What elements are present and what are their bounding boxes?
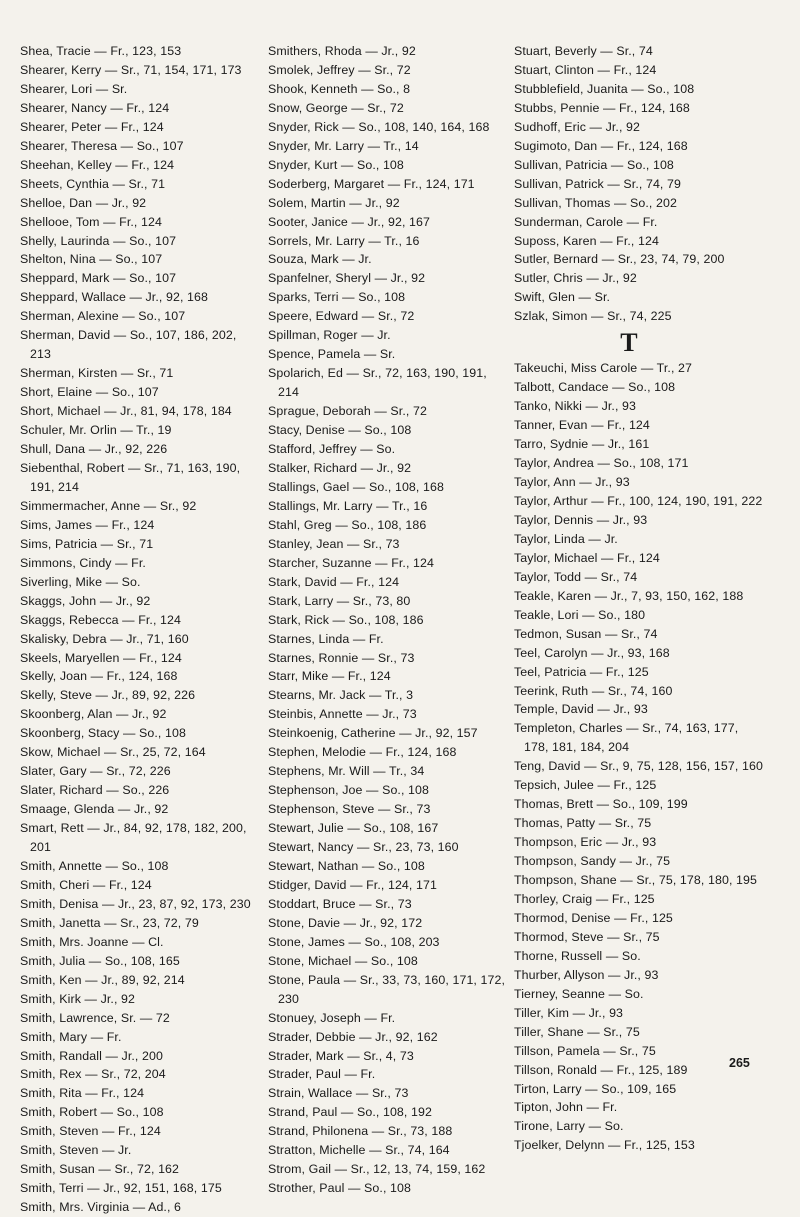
index-entry: Soderberg, Margaret — Fr., 124, 171 (268, 176, 475, 191)
index-entry: Starr, Mike — Fr., 124 (268, 669, 391, 684)
index-entry: Stone, James — So., 108, 203 (268, 934, 440, 949)
index-entry: Shook, Kenneth — So., 8 (268, 81, 411, 96)
index-entry: Strand, Paul — So., 108, 192 (268, 1105, 432, 1120)
index-entry: Tedmon, Susan — Sr., 74 (514, 626, 658, 641)
index-entry: Shull, Dana — Jr., 92, 226 (20, 442, 168, 457)
index-entry: Tirton, Larry — So., 109, 165 (514, 1081, 677, 1096)
index-entry: Teerink, Ruth — Sr., 74, 160 (514, 683, 673, 698)
index-entry: Siebenthal, Robert — Sr., 71, 163, 190, 191, 214 (20, 460, 241, 494)
index-entry: Stanley, Jean — Sr., 73 (268, 536, 400, 551)
index-entry: Skow, Michael — Sr., 25, 72, 164 (20, 745, 206, 760)
index-entry: Smaage, Glenda — Jr., 92 (20, 802, 169, 817)
index-entry: Skaggs, Rebecca — Fr., 124 (20, 612, 182, 627)
index-entry: Smithers, Rhoda — Jr., 92 (268, 44, 416, 58)
index-entry: Stratton, Michelle — Sr., 74, 164 (268, 1143, 450, 1158)
index-entry: Sutler, Chris — Jr., 92 (514, 271, 637, 286)
index-entry: Stonuey, Joseph — Fr. (268, 1010, 396, 1025)
index-entry: Smith, Rex — Sr., 72, 204 (20, 1067, 166, 1082)
index-entry: Suposs, Karen — Fr., 124 (514, 233, 659, 248)
index-entry: Tierney, Seanne — So. (514, 986, 644, 1001)
index-entry: Shearer, Lori — Sr. (20, 81, 128, 96)
index-entry: Snow, George — Sr., 72 (268, 100, 404, 115)
index-entry: Souza, Mark — Jr. (268, 252, 372, 267)
index-entry: Shearer, Nancy — Fr., 124 (20, 100, 170, 115)
index-entry: Stidger, David — Fr., 124, 171 (268, 877, 437, 892)
index-entry: Taylor, Michael — Fr., 124 (514, 550, 660, 565)
index-entry: Teng, David — Sr., 9, 75, 128, 156, 157, 160 (514, 759, 763, 774)
index-entry: Sheppard, Mark — So., 107 (20, 271, 177, 286)
index-column-1 (20, 42, 260, 1217)
index-entry: Sunderman, Carole — Fr. (514, 214, 658, 229)
index-entry: Sheppard, Wallace — Jr., 92, 168 (20, 290, 209, 305)
index-column-2 (268, 42, 506, 1198)
index-entry: Thurber, Allyson — Jr., 93 (514, 967, 659, 982)
index-entry: Sullivan, Patrick — Sr., 74, 79 (514, 176, 682, 191)
index-entry: Tillson, Pamela — Sr., 75 (514, 1043, 656, 1058)
index-entry: Sparks, Terri — So., 108 (268, 290, 406, 305)
index-entry: Spanfelner, Sheryl — Jr., 92 (268, 271, 426, 286)
index-entry: Thormod, Steve — Sr., 75 (514, 929, 660, 944)
index-entry: Smith, Robert — So., 108 (20, 1105, 164, 1120)
index-entry: Sullivan, Thomas — So., 202 (514, 195, 677, 210)
index-entry: Tepsich, Julee — Fr., 125 (514, 778, 657, 793)
index-entry: Solem, Martin — Jr., 92 (268, 195, 400, 210)
index-column-3-s-entries (514, 42, 764, 326)
index-column-3 (514, 42, 764, 1155)
index-entry: Smith, Mrs. Joanne — Cl. (20, 934, 164, 949)
index-entry: Stalker, Richard — Jr., 92 (268, 460, 412, 475)
index-entry: Smith, Kirk — Jr., 92 (20, 991, 136, 1006)
index-entry: Skeels, Maryellen — Fr., 124 (20, 650, 182, 665)
index-entry: Shelloe, Dan — Jr., 92 (20, 195, 147, 210)
index-entry: Tipton, John — Fr. (514, 1100, 618, 1115)
index-entry: Smith, Terri — Jr., 92, 151, 168, 175 (20, 1181, 222, 1196)
index-entry: Taylor, Linda — Jr. (514, 531, 618, 546)
index-entry: Sugimoto, Dan — Fr., 124, 168 (514, 138, 688, 153)
index-entry: Shelly, Laurinda — So., 107 (20, 233, 177, 248)
index-entry: Smith, Cheri — Fr., 124 (20, 877, 152, 892)
index-entry: Tanko, Nikki — Jr., 93 (514, 399, 637, 414)
index-entry: Smith, Annette — So., 108 (20, 858, 169, 873)
index-entry: Stewart, Nathan — So., 108 (268, 858, 425, 873)
index-entry: Sheets, Cynthia — Sr., 71 (20, 176, 166, 191)
index-entry: Sorrels, Mr. Larry — Tr., 16 (268, 233, 420, 248)
index-entry: Sooter, Janice — Jr., 92, 167 (268, 214, 431, 229)
index-entry: Smith, Susan — Sr., 72, 162 (20, 1162, 180, 1177)
index-entry: Skelly, Steve — Jr., 89, 92, 226 (20, 688, 196, 703)
index-entry: Stafford, Jeffrey — So. (268, 442, 396, 457)
index-entry: Shelton, Nina — So., 107 (20, 252, 163, 267)
index-entry: Skalisky, Debra — Jr., 71, 160 (20, 631, 189, 646)
index-entry: Tjoelker, Delynn — Fr., 125, 153 (514, 1138, 695, 1153)
index-entry: Spillman, Roger — Jr. (268, 328, 391, 343)
index-entry: Smith, Janetta — Sr., 23, 72, 79 (20, 915, 199, 930)
index-entry: Taylor, Dennis — Jr., 93 (514, 512, 648, 527)
index-entry: Slater, Richard — So., 226 (20, 783, 170, 798)
index-entry: Stephen, Melodie — Fr., 124, 168 (268, 745, 457, 760)
index-entry: Siverling, Mike — So. (20, 574, 141, 589)
index-entry: Thompson, Sandy — Jr., 75 (514, 854, 671, 869)
index-entry: Shearer, Theresa — So., 107 (20, 138, 184, 153)
index-entry: Starnes, Linda — Fr. (268, 631, 384, 646)
index-entry: Thormod, Denise — Fr., 125 (514, 910, 673, 925)
index-entry: Szlak, Simon — Sr., 74, 225 (514, 309, 672, 324)
index-entry: Strader, Paul — Fr. (268, 1067, 376, 1082)
index-entry: Strand, Philonena — Sr., 73, 188 (268, 1124, 453, 1139)
index-entry: Stephenson, Steve — Sr., 73 (268, 802, 431, 817)
index-entry: Tiller, Shane — Sr., 75 (514, 1024, 640, 1039)
index-entry: Smith, Ken — Jr., 89, 92, 214 (20, 972, 185, 987)
index-entry: Stone, Davie — Jr., 92, 172 (268, 915, 423, 930)
index-entry: Sudhoff, Eric — Jr., 92 (514, 119, 641, 134)
index-entry: Swift, Glen — Sr. (514, 290, 611, 305)
index-entry: Shearer, Kerry — Sr., 71, 154, 171, 173 (20, 62, 242, 77)
index-entry: Slater, Gary — Sr., 72, 226 (20, 764, 171, 779)
index-entry: Stuart, Clinton — Fr., 124 (514, 62, 657, 77)
index-entry: Snyder, Mr. Larry — Tr., 14 (268, 138, 419, 153)
index-entry: Smith, Julia — So., 108, 165 (20, 953, 180, 968)
index-entry: Skoonberg, Stacy — So., 108 (20, 726, 186, 741)
index-entry: Taylor, Ann — Jr., 93 (514, 475, 630, 490)
index-entry: Tanner, Evan — Fr., 124 (514, 418, 650, 433)
index-entry: Stark, David — Fr., 124 (268, 574, 400, 589)
index-entry: Stearns, Mr. Jack — Tr., 3 (268, 688, 414, 703)
index-entry: Takeuchi, Miss Carole — Tr., 27 (514, 361, 693, 376)
index-entry: Tarro, Sydnie — Jr., 161 (514, 437, 650, 452)
index-entry: Templeton, Charles — Sr., 74, 163, 177, 178, 181, 184, 204 (514, 721, 739, 755)
index-entry: Short, Elaine — So., 107 (20, 385, 159, 400)
index-entry: Stuart, Beverly — Sr., 74 (514, 44, 653, 58)
index-entry: Strom, Gail — Sr., 12, 13, 74, 159, 162 (268, 1162, 486, 1177)
page-number: 265 (729, 1056, 750, 1070)
index-entry: Smith, Mrs. Virginia — Ad., 6 (20, 1200, 182, 1215)
index-entry: Skaggs, John — Jr., 92 (20, 593, 151, 608)
index-entry: Snyder, Kurt — So., 108 (268, 157, 404, 172)
index-entry: Sherman, Alexine — So., 107 (20, 309, 186, 324)
index-entry: Smolek, Jeffrey — Sr., 72 (268, 62, 411, 77)
index-entry: Speere, Edward — Sr., 72 (268, 309, 415, 324)
index-entry: Shea, Tracie — Fr., 123, 153 (20, 44, 182, 58)
index-entry: Thompson, Eric — Jr., 93 (514, 835, 657, 850)
index-entry: Sprague, Deborah — Sr., 72 (268, 404, 427, 419)
index-entry: Smith, Steven — Jr. (20, 1143, 132, 1158)
index-entry: Smith, Denisa — Jr., 23, 87, 92, 173, 230 (20, 896, 251, 911)
index-entry: Sherman, Kirsten — Sr., 71 (20, 366, 174, 381)
index-entry: Stark, Rick — So., 108, 186 (268, 612, 424, 627)
index-entry: Smith, Mary — Fr. (20, 1029, 122, 1044)
index-entry: Stewart, Nancy — Sr., 23, 73, 160 (268, 840, 459, 855)
index-entry: Taylor, Andrea — So., 108, 171 (514, 456, 689, 471)
index-entry: Steinkoenig, Catherine — Jr., 92, 157 (268, 726, 478, 741)
index-entry: Sullivan, Patricia — So., 108 (514, 157, 674, 172)
index-entry: Skoonberg, Alan — Jr., 92 (20, 707, 167, 722)
index-entry: Thorne, Russell — So. (514, 948, 641, 963)
index-entry: Thorley, Craig — Fr., 125 (514, 891, 655, 906)
index-entry: Spence, Pamela — Sr. (268, 347, 396, 362)
index-entry: Stubblefield, Juanita — So., 108 (514, 81, 695, 96)
index-entry: Teakle, Karen — Jr., 7, 93, 150, 162, 188 (514, 588, 744, 603)
index-entry: Tillson, Ronald — Fr., 125, 189 (514, 1062, 688, 1077)
index-entry: Stone, Paula — Sr., 33, 73, 160, 171, 172, 230 (268, 972, 506, 1006)
section-letter-heading: T (620, 328, 638, 358)
index-entry: Stark, Larry — Sr., 73, 80 (268, 593, 411, 608)
index-entry: Simmons, Cindy — Fr. (20, 555, 146, 570)
index-entry: Smith, Lawrence, Sr. — 72 (20, 1010, 170, 1025)
index-entry: Short, Michael — Jr., 81, 94, 178, 184 (20, 404, 232, 419)
index-entry: Starnes, Ronnie — Sr., 73 (268, 650, 415, 665)
index-entry: Taylor, Todd — Sr., 74 (514, 569, 638, 584)
index-entry: Shellooe, Tom — Fr., 124 (20, 214, 162, 229)
index-entry: Teel, Patricia — Fr., 125 (514, 664, 649, 679)
index-entry: Temple, David — Jr., 93 (514, 702, 648, 717)
index-entry: Talbott, Candace — So., 108 (514, 380, 676, 395)
index-entry: Sutler, Bernard — Sr., 23, 74, 79, 200 (514, 252, 725, 267)
index-entry: Spolarich, Ed — Sr., 72, 163, 190, 191, 214 (268, 366, 487, 400)
index-entry: Stallings, Gael — So., 108, 168 (268, 479, 444, 494)
index-entry: Thompson, Shane — Sr., 75, 178, 180, 195 (514, 873, 758, 888)
index-entry: Steinbis, Annette — Jr., 73 (268, 707, 417, 722)
index-entry: Sims, Patricia — Sr., 71 (20, 536, 154, 551)
index-entry: Stone, Michael — So., 108 (268, 953, 418, 968)
index-entry: Thomas, Brett — So., 109, 199 (514, 797, 688, 812)
index-entry: Stahl, Greg — So., 108, 186 (268, 517, 427, 532)
index-entry: Stoddart, Bruce — Sr., 73 (268, 896, 412, 911)
index-entry: Strader, Mark — Sr., 4, 73 (268, 1048, 414, 1063)
index-entry: Teakle, Lori — So., 180 (514, 607, 646, 622)
index-entry: Stephenson, Joe — So., 108 (268, 783, 430, 798)
index-entry: Smith, Steven — Fr., 124 (20, 1124, 161, 1139)
index-entry: Smart, Rett — Jr., 84, 92, 178, 182, 200, 201 (20, 821, 247, 855)
index-entry: Strader, Debbie — Jr., 92, 162 (268, 1029, 438, 1044)
index-entry: Stallings, Mr. Larry — Tr., 16 (268, 498, 428, 513)
index-entry: Tiller, Kim — Jr., 93 (514, 1005, 624, 1020)
index-column-3-t-entries (514, 359, 764, 1155)
index-entry: Stubbs, Pennie — Fr., 124, 168 (514, 100, 690, 115)
index-entry: Smith, Randall — Jr., 200 (20, 1048, 163, 1063)
index-entry: Stewart, Julie — So., 108, 167 (268, 821, 439, 836)
index-entry: Schuler, Mr. Orlin — Tr., 19 (20, 423, 172, 438)
index-entry: Snyder, Rick — So., 108, 140, 164, 168 (268, 119, 490, 134)
index-entry: Strain, Wallace — Sr., 73 (268, 1086, 409, 1101)
index-entry: Shearer, Peter — Fr., 124 (20, 119, 164, 134)
index-entry: Skelly, Joan — Fr., 124, 168 (20, 669, 178, 684)
index-entry: Stacy, Denise — So., 108 (268, 423, 412, 438)
index-entry: Smith, Rita — Fr., 124 (20, 1086, 145, 1101)
index-entry: Teel, Carolyn — Jr., 93, 168 (514, 645, 670, 660)
index-entry: Tirone, Larry — So. (514, 1119, 624, 1134)
index-entry: Sims, James — Fr., 124 (20, 517, 155, 532)
index-entry: Thomas, Patty — Sr., 75 (514, 816, 652, 831)
index-entry: Starcher, Suzanne — Fr., 124 (268, 555, 435, 570)
index-entry: Taylor, Arthur — Fr., 100, 124, 190, 191, 222 (514, 493, 763, 508)
index-entry: Strother, Paul — So., 108 (268, 1181, 412, 1196)
index-entry: Sheehan, Kelley — Fr., 124 (20, 157, 175, 172)
index-entry: Simmermacher, Anne — Sr., 92 (20, 498, 197, 513)
index-entry: Stephens, Mr. Will — Tr., 34 (268, 764, 425, 779)
index-entry: Sherman, David — So., 107, 186, 202, 213 (20, 328, 237, 362)
